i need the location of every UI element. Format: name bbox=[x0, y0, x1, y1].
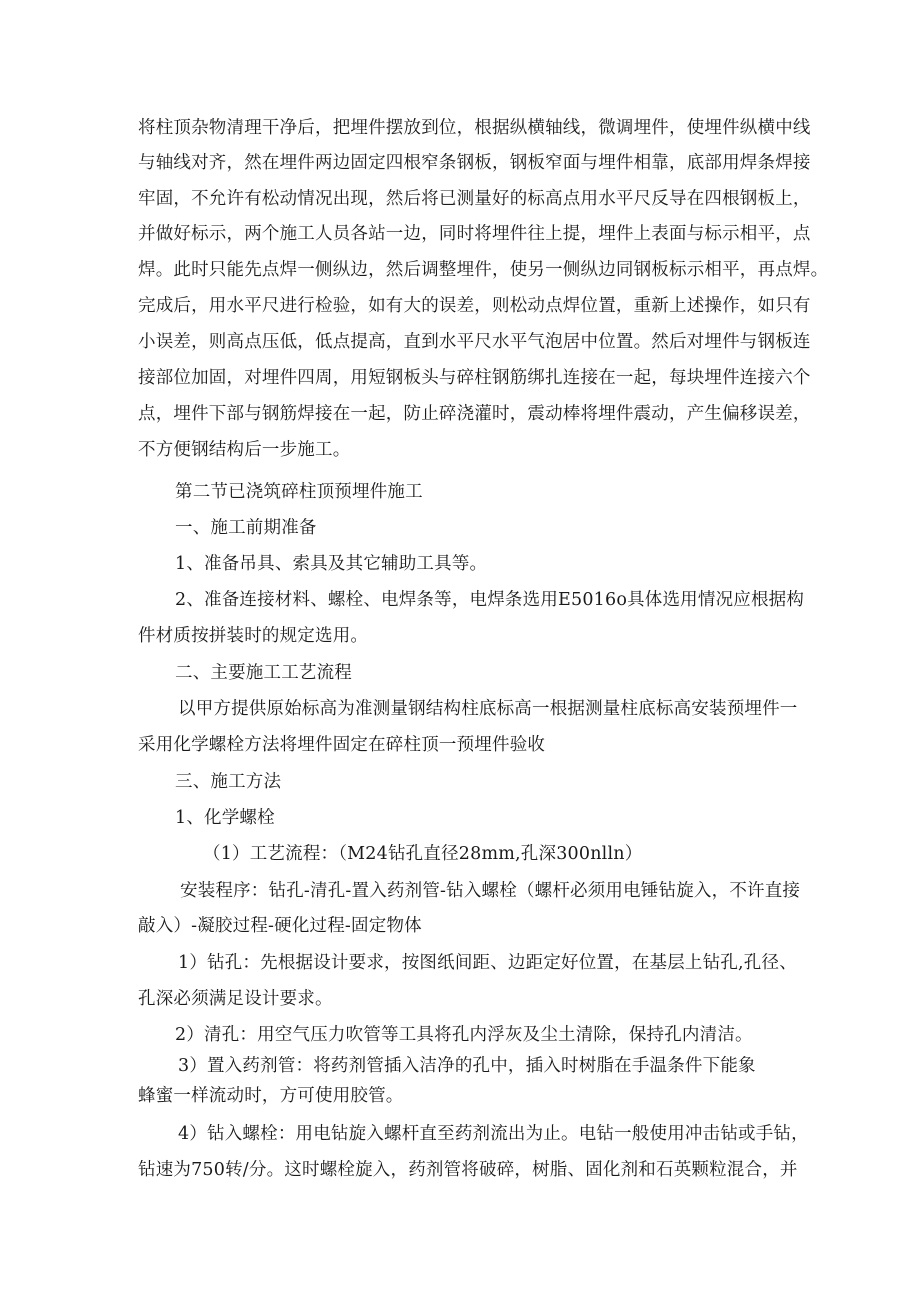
heading-method: 三、施工方法 bbox=[175, 772, 282, 792]
step-text: 3）置入药剂管：将药剂管插入洁净的孔中，插入时树脂在手温条件下能象 bbox=[178, 1056, 756, 1076]
list-item-continued: 件材质按拼装时的规定选用。 bbox=[138, 626, 369, 646]
step-text-continued: 孔深必须满足设计要求。 bbox=[138, 989, 333, 1009]
step-text-continued: 蜂蜜一样流动时，方可使用胶管。 bbox=[138, 1086, 404, 1106]
body-text-line: 小误差，则高点压低，低点提高，直到水平尺水平气泡居中位置。然后对埋件与钢板连 bbox=[138, 332, 811, 352]
step-text: 1）钻孔：先根据设计要求，按图纸间距、边距定好位置，在基层上钻孔,孔径、 bbox=[178, 953, 797, 973]
body-text-line: 牢固，不允许有松动情况出现，然后将已测量好的标高点用水平尺反导在四根钢板上， bbox=[138, 189, 811, 209]
heading-prep: 一、施工前期准备 bbox=[175, 518, 317, 538]
body-text-line: 并做好标示，两个施工人员各站一边，同时将埋件往上提，埋件上表面与标示相平，点 bbox=[138, 224, 811, 244]
step-text: 4）钻入螺栓：用电钻旋入螺杆直至药剂流出为止。电钻一般使用冲击钻或手钻， bbox=[178, 1124, 809, 1144]
body-text-line: 点，埋件下部与钢筋焊接在一起，防止碎浇灌时，震动棒将埋件震动，产生偏移误差， bbox=[138, 404, 811, 424]
body-text-line: 与轴线对齐，然在埋件两边固定四根窄条钢板，钢板窄面与埋件相靠，底部用焊条焊接 bbox=[138, 153, 811, 173]
install-text: 安装程序：钻孔-清孔-置入药剂管-钻入螺栓（螺杆必须用电锤钻旋入，不许直接 bbox=[180, 881, 801, 901]
section-title: 第二节已浇筑碎柱顶预埋件施工 bbox=[175, 482, 423, 502]
body-text-line: 完成后，用水平尺进行检验，如有大的误差，则松动点焊位置，重新上述操作，如只有 bbox=[138, 296, 811, 316]
body-text-line: 焊。此时只能先点焊一侧纵边，然后调整埋件，使另一侧纵边同钢板标示相平，再点焊。 bbox=[138, 260, 829, 280]
flow-text-continued: 采用化学螺栓方法将埋件固定在碎柱顶一预埋件验收 bbox=[138, 735, 546, 755]
step-text: 2）清孔：用空气压力吹管等工具将孔内浮灰及尘土清除，保持孔内清洁。 bbox=[175, 1025, 753, 1045]
body-text-line: 不方便钢结构后一步施工。 bbox=[138, 440, 351, 460]
process-text: （1）工艺流程：（M24钻孔直径28mm,孔深300nlln） bbox=[203, 844, 643, 864]
list-item: 2、准备连接材料、螺栓、电焊条等，电焊条选用E5016o具体选用情况应根据构 bbox=[175, 590, 805, 610]
list-item: 1、准备吊具、索具及其它辅助工具等。 bbox=[175, 554, 488, 574]
step-text-continued: 钻速为750转/分。这时螺栓旋入，药剂管将破碎，树脂、固化剂和石英颗粒混合，并 bbox=[138, 1160, 798, 1180]
subheading-chemical-bolt: 1、化学螺栓 bbox=[175, 808, 275, 828]
flow-text: 以甲方提供原始标高为准测量钢结构柱底标高一根据测量柱底标高安装预埋件一 bbox=[178, 699, 798, 719]
install-text-continued: 敲入）-凝胶过程-硬化过程-固定物体 bbox=[138, 916, 422, 936]
body-text-line: 将柱顶杂物清理干净后，把埋件摆放到位，根据纵横轴线，微调埋件，使埋件纵横中线 bbox=[138, 118, 811, 138]
heading-flow: 二、主要施工工艺流程 bbox=[175, 663, 352, 683]
body-text-line: 接部位加固，对埋件四周，用短钢板头与碎柱钢筋绑扎连接在一起，每块埋件连接六个 bbox=[138, 368, 811, 388]
